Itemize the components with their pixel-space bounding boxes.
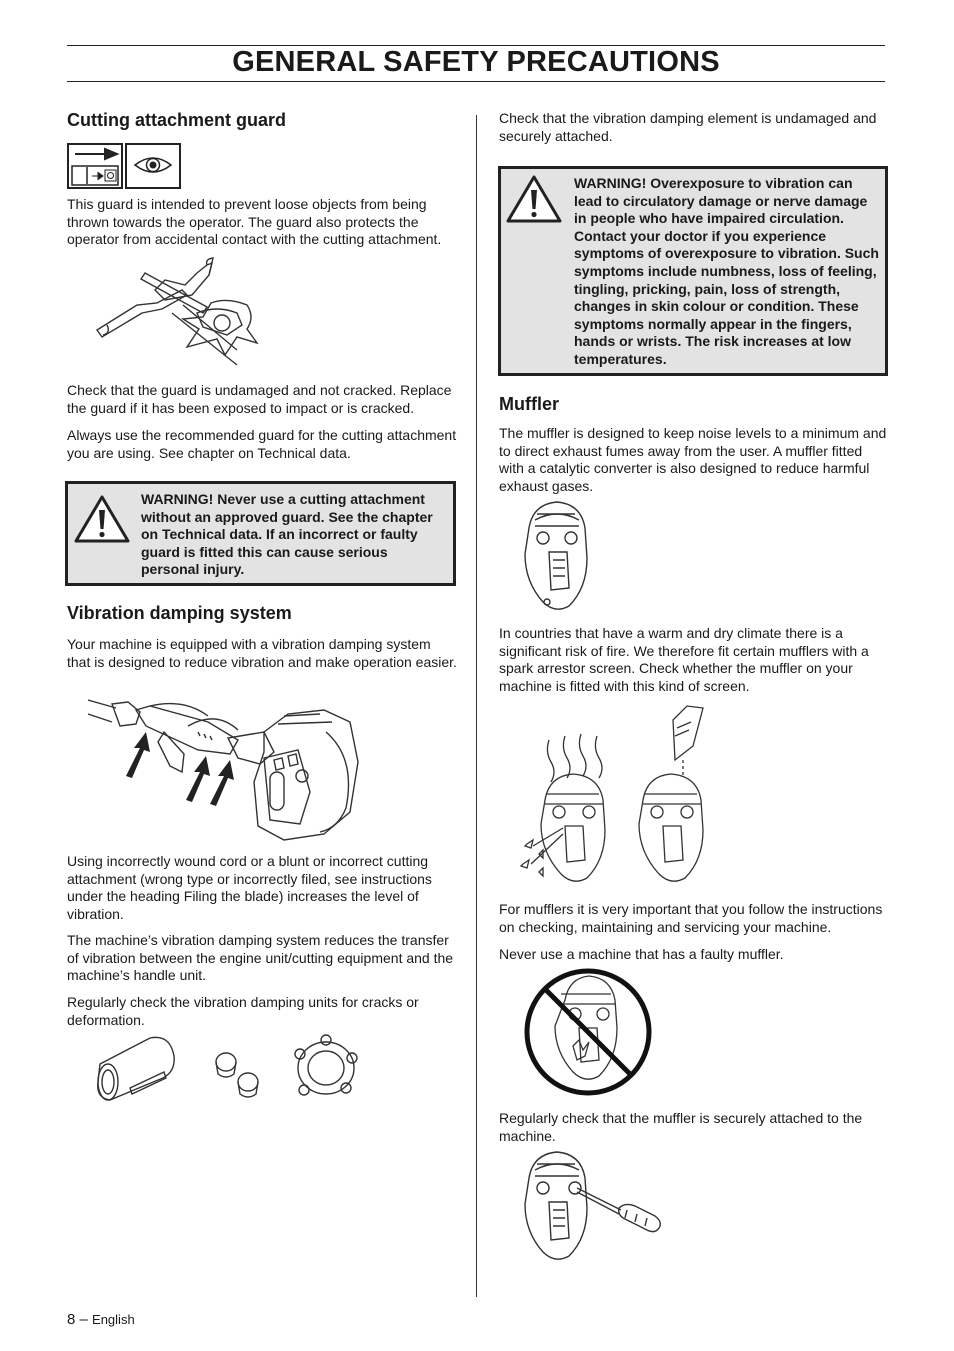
prohibited-icon xyxy=(523,966,653,1098)
vibration-paragraph-5: Check that the vibration damping element is undamaged and securely attached. xyxy=(499,110,877,144)
warning-box-vibration xyxy=(498,166,888,376)
vibration-heading: Vibration damping system xyxy=(67,603,292,623)
warning-box-guard xyxy=(65,481,456,586)
page-title: GENERAL SAFETY PRECAUTIONS xyxy=(232,46,720,78)
muffler-paragraph-1: The muffler is designed to keep noise levels to a minimum and to direct exhaust fumes away from the user. A muffler fitted with a catalytic converter is also designed to reduce harmful exhaust gases. xyxy=(499,425,887,494)
guard-heading: Cutting attachment guard xyxy=(67,110,286,130)
guard-paragraph-1: This guard is intended to prevent loose objects from being thrown towards the operator. The guard also protects the operator from accidental contact with the cutting attachment. xyxy=(67,196,442,248)
guard-paragraph-2: Check that the guard is undamaged and not cracked. Replace the guard if it has been exposed to impact or is cracked. xyxy=(67,382,452,416)
warning-triangle-icon xyxy=(506,174,562,224)
muffler-paragraph-4: Never use a machine that has a faulty muffler. xyxy=(499,946,784,962)
vibration-paragraph-4: Regularly check the vibration damping units for cracks or deformation. xyxy=(67,994,419,1028)
title-rule-bottom xyxy=(67,81,885,82)
vibration-paragraph-3: The machine’s vibration damping system reduces the transfer of vibration between the engine unit/cutting equipment and the machine’s handle unit. xyxy=(67,932,454,984)
muffler-illustration xyxy=(515,498,595,614)
column-divider xyxy=(476,115,477,1297)
guard-paragraph-3: Always use the recommended guard for the cutting attachment you are using. See chapter on Technical data. xyxy=(67,427,457,461)
warning-triangle-icon xyxy=(74,494,130,544)
muffler-heading: Muffler xyxy=(499,394,559,414)
warning-text-guard: WARNING! Never use a cutting attachment without an approved guard. See the chapter on Technical data. If an incorrect or faulty guard is fitted this can cause serious personal injury. xyxy=(141,491,433,578)
muffler-paragraph-2: In countries that have a warm and dry climate there is a significant risk of fire. We therefore fit certain mufflers with a spark arrestor screen. Check whether the muffler on your machine is fitted with this kind of screen. xyxy=(499,625,869,694)
spark-arrestor-illustration xyxy=(517,700,717,890)
guard-illustration xyxy=(87,255,262,375)
page-number: 8 xyxy=(67,1311,76,1328)
footer-language: English xyxy=(92,1312,135,1327)
warning-text-vibration: WARNING! Overexposure to vibration can lead to circulatory damage or nerve damage in people who have impaired circulation. Contact your doctor if you experience symptoms of overexposure to vibration. Such symptoms include numbness, loss of feeling, tingling, pricking, pain, loss of strength, changes in skin colour or condition. These symptoms normally appear in the fingers, hands or wrists. The risk increases at low temperatures. xyxy=(574,175,879,367)
footer-dash: – xyxy=(79,1311,88,1328)
vibration-paragraph-2: Using incorrectly wound cord or a blunt or incorrect cutting attachment (wrong type or incorrectly filed, see instructions under the heading Filing the blade) increases the level of vibration. xyxy=(67,853,432,922)
muffler-paragraph-3: For mufflers it is very important that you follow the instructions on checking, maintaining and servicing your machine. xyxy=(499,901,883,935)
guard-reference-icon xyxy=(67,143,181,189)
damping-units-illustration xyxy=(90,1030,370,1110)
muffler-screwdriver-illustration xyxy=(515,1148,665,1264)
page-footer xyxy=(67,1311,135,1328)
vibration-damping-illustration xyxy=(88,692,368,847)
vibration-paragraph-1: Your machine is equipped with a vibration damping system that is designed to reduce vibration and make operation easier. xyxy=(67,636,457,670)
muffler-paragraph-5: Regularly check that the muffler is securely attached to the machine. xyxy=(499,1110,863,1144)
